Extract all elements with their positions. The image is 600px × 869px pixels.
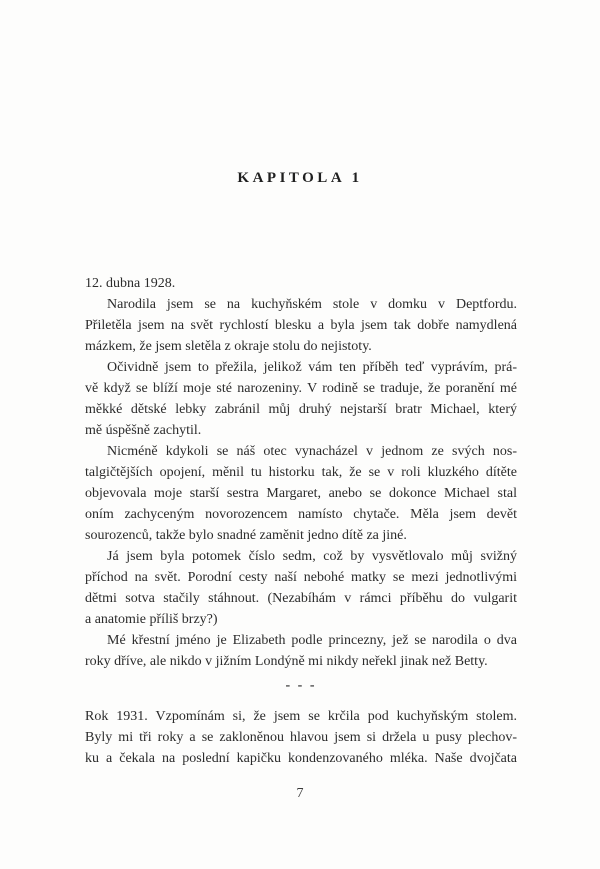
chapter-heading: KAPITOLA 1 xyxy=(237,170,363,186)
text-line: a anatomie příliš brzy?) xyxy=(85,612,218,627)
text-line: příchod na svět. Porodní cesty naší nebohé matky se mezi jednotlivými xyxy=(85,570,517,585)
text-line: mázkem, že jsem sletěla z okraje stolu do nejistoty. xyxy=(85,339,372,354)
section-separator: - - - xyxy=(285,678,317,693)
paragraph xyxy=(85,357,517,441)
paragraph xyxy=(85,294,517,357)
paragraph xyxy=(85,273,517,294)
text-line: Nicméně kdykoli se náš otec vynacházel v jednom ze svých nos- xyxy=(107,444,517,459)
text-line: roky dříve, ale nikdo v jižním Londýně mi nikdy neřekl jinak než Betty. xyxy=(85,654,488,669)
paragraph xyxy=(85,441,517,546)
text-line: vě když se blíží moje sté narozeniny. V rodině se traduje, že poranění mé xyxy=(85,381,517,396)
text-line: Narodila jsem se na kuchyňském stole v domku v Deptfordu. xyxy=(107,297,517,312)
text-line: ku a čekala na poslední kapičku kondenzovaného mléka. Naše dvojčata xyxy=(85,751,517,766)
text-line: Rok 1931. Vzpomínám si, že jsem se krčila pod kuchyňským stolem. xyxy=(85,709,517,724)
text-line: měkké dětské lebky zabránil můj druhý nejstarší bratr Michael, který xyxy=(85,402,517,417)
text-line: Mé křestní jméno je Elizabeth podle princezny, jež se narodila o dva xyxy=(107,633,517,648)
text-line: Byly mi tři roky a se zakloněnou hlavou jsem si držela u pusy plechov- xyxy=(85,730,517,745)
paragraph xyxy=(85,546,517,630)
text-line: oním zachyceným novorozencem namísto chytače. Měla jsem devět xyxy=(85,507,517,522)
text-line: talgičtějších opojení, měnil tu historku tak, že se v roli kluzkého dítěte xyxy=(85,465,517,480)
page-number: 7 xyxy=(296,786,304,801)
text-line: sourozenců, takže bylo snadné zaměnit jedno dítě za jiné. xyxy=(85,528,407,543)
paragraph xyxy=(85,630,517,672)
text-line: dětmi sotva stačily stáhnout. (Nezabíhám v rámci příběhu do vulgarit xyxy=(85,591,517,606)
paragraph xyxy=(85,706,517,769)
text-line: Očividně jsem to přežila, jelikož vám ten příběh teď vyprávím, prá- xyxy=(107,360,517,375)
text-line: mě úspěšně zachytil. xyxy=(85,423,202,438)
text-line: 12. dubna 1928. xyxy=(85,276,176,291)
text-line: Já jsem byla potomek číslo sedm, což by vysvětlovalo můj svižný xyxy=(107,549,517,564)
text-line: objevovala moje starší sestra Margaret, anebo se dokonce Michael stal xyxy=(85,486,517,501)
text-line: Přiletěla jsem na svět rychlostí blesku a byla jsem tak dobře namydlená xyxy=(85,318,517,333)
text-block xyxy=(85,273,517,769)
